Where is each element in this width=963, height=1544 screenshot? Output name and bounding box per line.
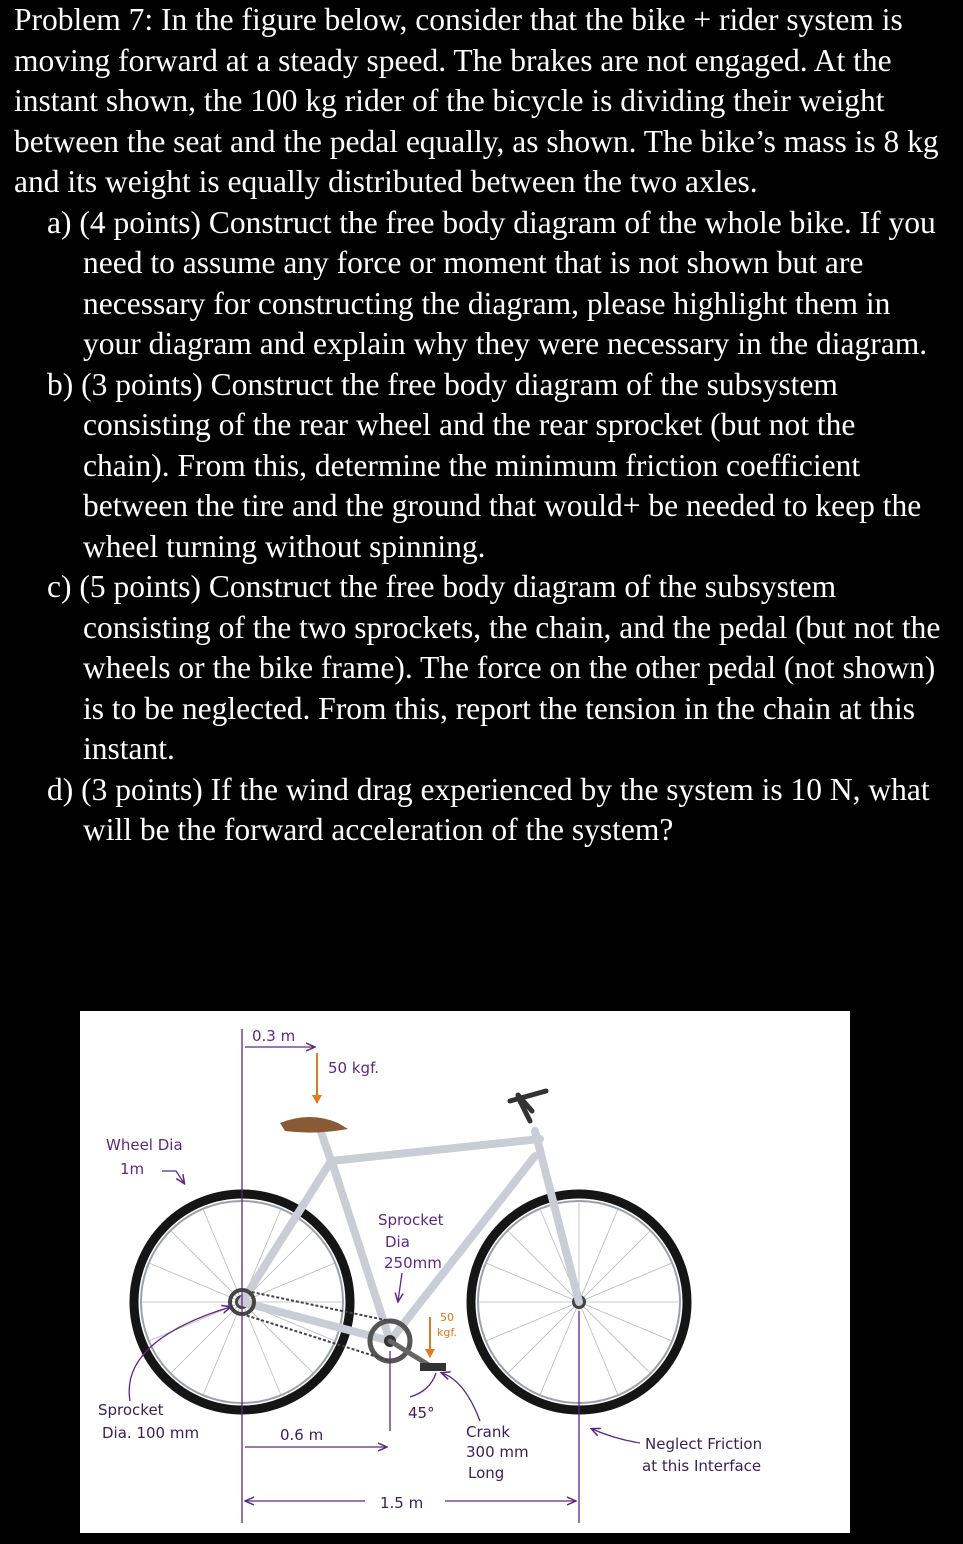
rear-sprocket-dia: Dia. 100 mm [102, 1424, 200, 1442]
front-sprocket-dia: 250mm [384, 1254, 442, 1272]
pedal-force-unit: kgf. [437, 1326, 457, 1339]
rear-sprocket-label: Sprocket [98, 1401, 164, 1419]
rear-crank-dim-label: 0.6 m [280, 1426, 324, 1444]
bicycle-diagram [80, 1011, 850, 1533]
problem-parts [14, 203, 944, 851]
part-c: c) (5 points) Construct the free body diagram of the subsystem consisting of the two sprockets, the chain, and the pedal (but not the wheels or the bike frame). The force on the other pedal (not shown) is to be neglected. From this, report the tension in the chain at this instant. [47, 569, 941, 766]
crank-long: Long [468, 1464, 505, 1482]
saddle [280, 1117, 348, 1133]
crank-label: Crank [466, 1423, 511, 1441]
pedal [420, 1363, 446, 1371]
part-b: b) (3 points) Construct the free body diagram of the subsystem consisting of the rear wheel and the rear sprocket (but not the chain). From this, determine the minimum friction coefficient between the tire and the ground that would+ be needed to keep the wheel turning without spinning. [47, 366, 922, 564]
seat-offset-label: 0.3 m [252, 1027, 296, 1045]
neglect-friction-label-2: at this Interface [642, 1457, 762, 1475]
front-sprocket-label-2: Dia [385, 1233, 410, 1251]
problem-intro: Problem 7: In the figure below, consider that the bike + rider system is moving forward at a steady speed. The brakes are not engaged. At the instant shown, the 100 kg rider of the bicycle is dividing their weight between the seat and the pedal equally, as shown. The bike’s mass is 8 kg and its weight is equally distributed between the two axles. [14, 2, 939, 199]
bicycle-figure [80, 1011, 850, 1533]
part-d: d) (3 points) If the wind drag experienced by the system is 10 N, what will be the forward acceleration of the system? [47, 771, 930, 847]
front-sprocket-pointer [398, 1273, 402, 1301]
angle-arc [410, 1373, 436, 1397]
neglect-friction-pointer [592, 1429, 640, 1443]
angle-label: 45° [408, 1404, 435, 1422]
crank-length: 300 mm [466, 1443, 529, 1461]
seat-force-label: 50 kgf. [328, 1059, 380, 1077]
part-a: a) (4 points) Construct the free body diagram of the whole bike. If you need to assume any force or moment that is not shown but are necessary for constructing the diagram, please highlight them in your diagram and explain why they were necessary in the diagram. [47, 204, 936, 361]
front-sprocket-label: Sprocket [378, 1211, 444, 1229]
crank-pointer [442, 1373, 480, 1421]
problem-statement [14, 0, 944, 851]
wheel-dia-pointer [162, 1171, 184, 1183]
wheel-dia-label: Wheel Dia [106, 1136, 183, 1154]
wheel-dia-value: 1m [120, 1160, 145, 1178]
neglect-friction-label: Neglect Friction [645, 1435, 763, 1453]
pedal-force-value: 50 [440, 1311, 454, 1324]
wheelbase-label: 1.5 m [380, 1494, 424, 1512]
bike-frame [242, 1129, 579, 1341]
handlebar [510, 1091, 546, 1121]
